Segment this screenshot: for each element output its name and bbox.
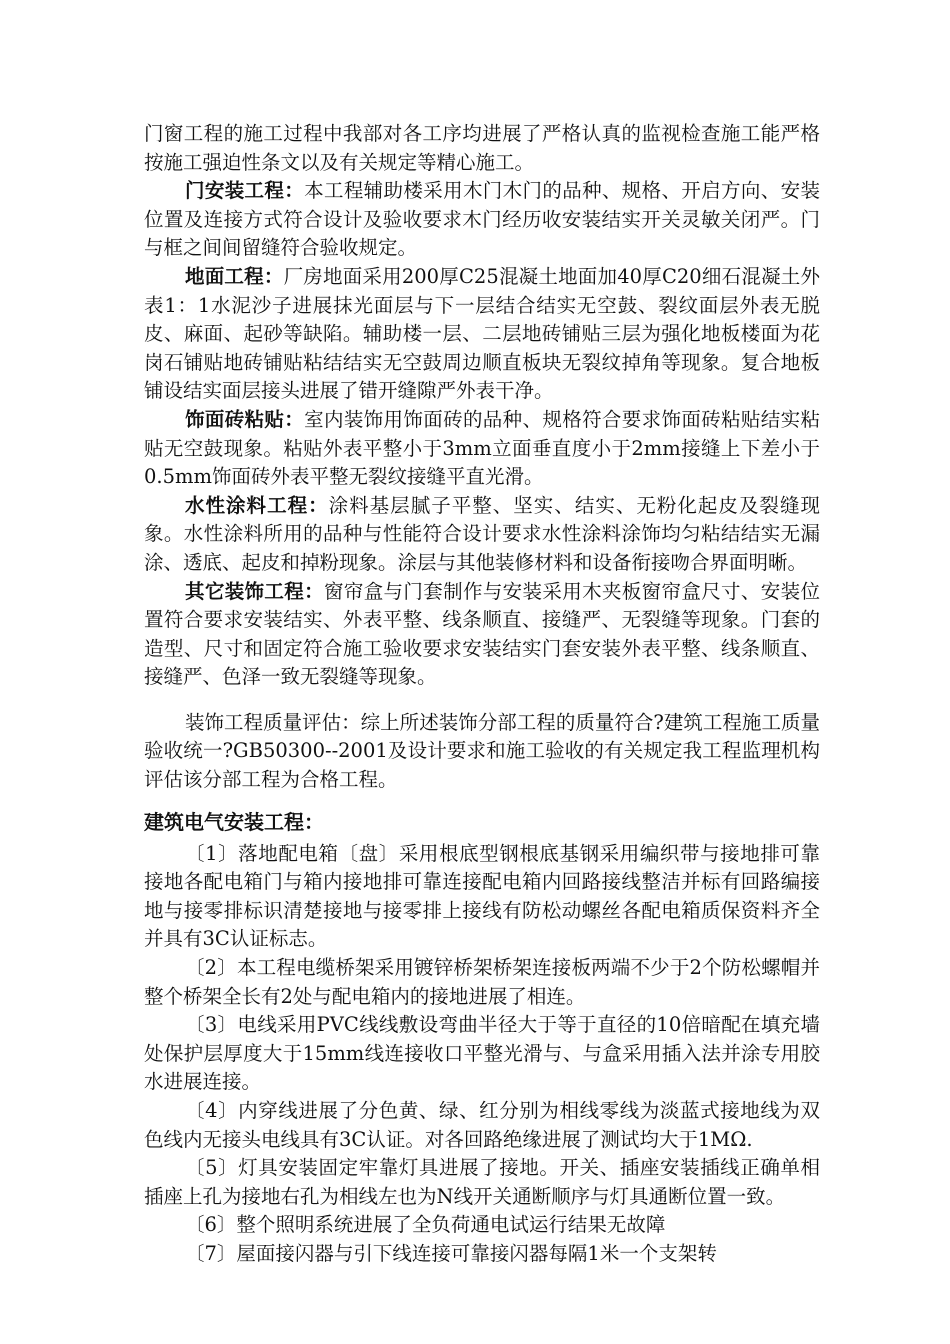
list-item: 〔3〕电线采用PVC线线敷设弯曲半径大于等于直径的10倍暗配在填充墙处保护层厚度大于15mm线连接收口平整光滑与、与盒采用插入法并涂专用胶水进展连接。 [144, 1013, 820, 1094]
list-item: 〔5〕灯具安装固定牢靠灯具进展了接地。开关、插座安装插线正确单相插座上孔为接地右孔为相线左也为N线开关通断顺序与灯具通断位置一致。 [144, 1156, 820, 1208]
paragraph-text: 装饰工程质量评估：综上所述装饰分部工程的质量符合?建筑工程施工质量验收统一?GB50300--2001及设计要求和施工验收的有关规定我工程监理机构评估该分部工程为合格工程。 [144, 710, 820, 792]
paragraph-floor-works [144, 263, 820, 406]
paragraph-text: 窗帘盒与门套制作与安装采用木夹板窗帘盒尺寸、安装位置符合要求安装结实、外表平整、线条顺直、接缝严、无裂缝等现象。门套的造型、尺寸和固定符合施工验收要求安装结实门套安装外表平整、线条顺直、接缝严、色泽一致无裂缝等现象。 [144, 579, 820, 689]
paragraph-other-decoration [144, 578, 820, 692]
document-body [144, 120, 820, 1269]
list-item: 〔6〕整个照明系统进展了全负荷通电试运行结果无故障 [185, 1213, 666, 1237]
paragraph-lead: 门安装工程： [185, 179, 305, 203]
section-heading-electrical: 建筑电气安装工程： [144, 809, 324, 834]
paragraph-paint-works [144, 492, 820, 578]
paragraph-quality-assessment [144, 709, 820, 795]
paragraph-text: 本工程辅助楼采用木门木门的品种、规格、开启方向、安装位置及连接方式符合设计及验收要求木门经历收安装结实开关灵敏关闭严。门与框之间间留缝符合验收规定。 [144, 179, 820, 260]
paragraph-text: 厂房地面采用200厚C25混凝土地面加40厚C20细石混凝土外表1：1水泥沙子进展抹光面层与下一层结合结实无空鼓、裂纹面层外表无脱皮、麻面、起砂等缺陷。辅助楼一层、二层地砖铺贴三层为强化地板楼面为花岗石铺贴地砖铺贴粘结结实无空鼓周边顺直板块无裂纹掉角等现象。复合地板铺设结实面层接头进展了错开缝隙严外表干净。 [144, 264, 820, 403]
paragraph-lead: 其它装饰工程： [185, 579, 324, 603]
paragraph-door-installation [144, 177, 820, 263]
list-item: 〔1〕落地配电箱〔盘〕采用根底型钢根底基钢采用编织带与接地排可靠接地各配电箱门与箱内接地排可靠连接配电箱内回路接线整洁并标有回路编接地与接零排标识清楚接地与接零排上接线有防松动螺丝各配电箱质保资料齐全并具有3C认证标志。 [144, 841, 820, 951]
list-item: 〔4〕内穿线进展了分色黄、绿、红分别为相线零线为淡蓝式接地线为双色线内无接头电线具有3C认证。对各回路绝缘进展了测试均大于1MΩ. [144, 1099, 820, 1151]
list-item: 〔2〕本工程电缆桥架采用镀锌桥架桥架连接板两端不少于2个防松螺帽并整个桥架全长有2处与配电箱内的接地进展了相连。 [144, 956, 820, 1008]
paragraph-text: 门窗工程的施工过程中我部对各工序均进展了严格认真的监视检查施工能严格按施工强迫性条文以及有关规定等精心施工。 [144, 122, 820, 174]
list-item: 〔7〕屋面接闪器与引下线连接可靠接闪器每隔1米一个支架转 [185, 1241, 717, 1265]
paragraph-text: 室内装饰用饰面砖的品种、规格符合要求饰面砖粘贴结实粘贴无空鼓现象。粘贴外表平整小于3mm立面垂直度小于2mm接缝上下差小于0.5mm饰面砖外表平整无裂纹接缝平直光滑。 [144, 407, 820, 489]
paragraph-lead: 水性涂料工程： [185, 493, 329, 517]
paragraph-lead: 地面工程： [185, 264, 284, 288]
paragraph-doors-windows-intro [144, 120, 820, 177]
paragraph-lead: 饰面砖粘贴： [185, 407, 305, 431]
paragraph-tile-works [144, 406, 820, 492]
paragraph-text: 涂料基层腻子平整、坚实、结实、无粉化起皮及裂缝现象。水性涂料所用的品种与性能符合设计要求水性涂料涂饰均匀粘结结实无漏涂、透底、起皮和掉粉现象。涂层与其他装修材料和设备衔接吻合界面明晰。 [144, 493, 820, 574]
